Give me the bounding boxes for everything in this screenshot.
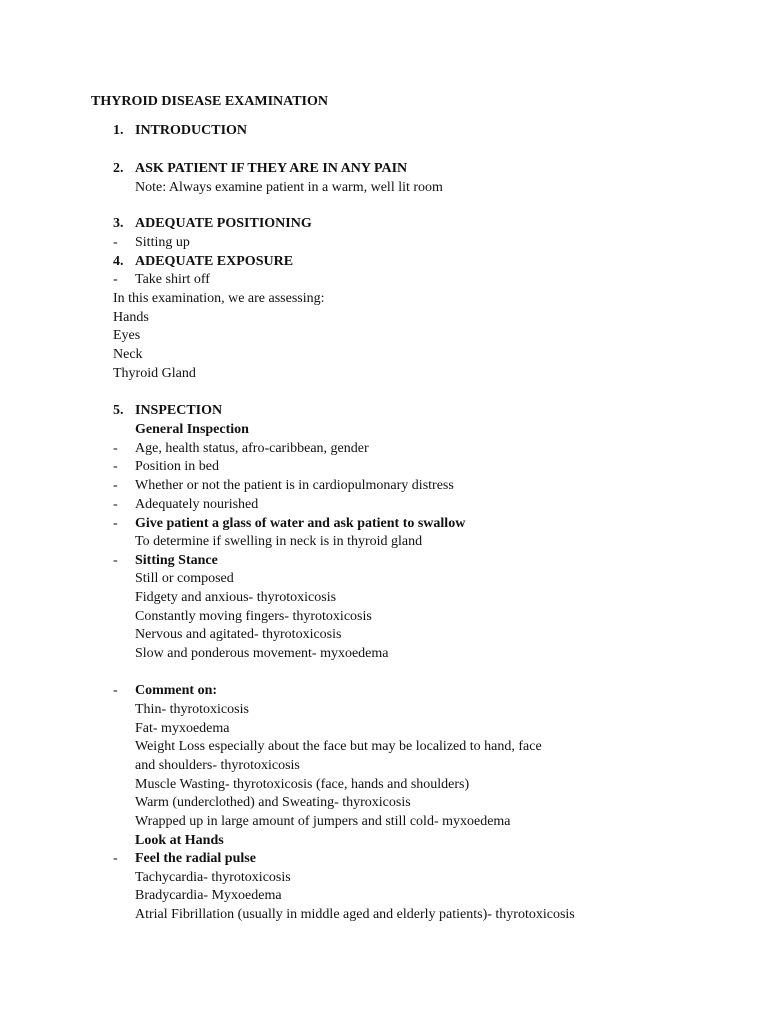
list-item: Fidgety and anxious- thyrotoxicosis [135, 590, 337, 605]
list-item: Slow and ponderous movement- myxoedema [135, 646, 389, 661]
list-item: Warm (underclothed) and Sweating- thyroxicosis [135, 795, 411, 810]
list-item: Bradycardia- Myxoedema [135, 888, 282, 903]
list-item: and shoulders- thyrotoxicosis [135, 758, 300, 773]
list-item: Nervous and agitated- thyrotoxicosis [135, 627, 342, 642]
section-heading: Sitting Stance [135, 553, 218, 568]
bullet-dash: - [113, 459, 118, 474]
bullet-dash: - [113, 497, 118, 512]
list-item: Take shirt off [135, 272, 210, 287]
step-heading: INSPECTION [135, 403, 223, 418]
list-item: Thin- thyrotoxicosis [135, 702, 249, 717]
list-item: Position in bed [135, 459, 220, 474]
list-item: Hands [113, 310, 149, 325]
list-item: Fat- myxoedema [135, 721, 230, 736]
list-item: Sitting up [135, 235, 190, 250]
list-item: Weight Loss especially about the face but may be localized to hand, face [135, 739, 542, 754]
step-number: 4. [113, 254, 124, 269]
list-item: Atrial Fibrillation (usually in middle aged and elderly patients)- thyrotoxicosis [135, 907, 575, 922]
step-number: 3. [113, 216, 124, 231]
list-item: Whether or not the patient is in cardiopulmonary distress [135, 478, 454, 493]
step-positioning [113, 215, 312, 233]
section-heading: Comment on: [135, 683, 218, 698]
list-item: Give patient a glass of water and ask patient to swallow [135, 516, 466, 531]
document-title: THYROID DISEASE EXAMINATION [91, 94, 329, 109]
bullet-dash: - [113, 851, 118, 866]
bullet-dash: - [113, 516, 118, 531]
list-item: Age, health status, afro-caribbean, gender [135, 441, 369, 456]
step-heading: ADEQUATE EXPOSURE [135, 254, 294, 269]
list-item: Neck [113, 347, 143, 362]
bullet-dash: - [113, 478, 118, 493]
step-heading: ADEQUATE POSITIONING [135, 216, 312, 231]
bullet-dash: - [113, 272, 118, 287]
list-item: Still or composed [135, 571, 234, 586]
section-heading: General Inspection [135, 422, 249, 437]
list-item: Tachycardia- thyrotoxicosis [135, 870, 291, 885]
section-heading: Look at Hands [135, 833, 224, 848]
step-introduction [113, 122, 247, 140]
step-number: 1. [113, 123, 124, 138]
step-ask-pain [113, 160, 407, 178]
list-item: To determine if swelling in neck is in thyroid gland [135, 534, 423, 549]
step-heading: ASK PATIENT IF THEY ARE IN ANY PAIN [135, 161, 408, 176]
list-item: Wrapped up in large amount of jumpers and still cold- myxoedema [135, 814, 511, 829]
step-note: Note: Always examine patient in a warm, well lit room [135, 180, 443, 195]
assessing-intro: In this examination, we are assessing: [113, 291, 325, 306]
list-item: Muscle Wasting- thyrotoxicosis (face, hands and shoulders) [135, 777, 470, 792]
step-heading: INTRODUCTION [135, 123, 248, 138]
list-item: Eyes [113, 328, 141, 343]
step-inspection [113, 402, 222, 420]
bullet-dash: - [113, 441, 118, 456]
list-item: Thyroid Gland [113, 366, 196, 381]
bullet-dash: - [113, 683, 118, 698]
step-exposure [113, 253, 293, 271]
section-heading: Feel the radial pulse [135, 851, 256, 866]
list-item: Constantly moving fingers- thyrotoxicosis [135, 609, 372, 624]
step-number: 2. [113, 161, 124, 176]
bullet-dash: - [113, 553, 118, 568]
bullet-dash: - [113, 235, 118, 250]
list-item: Adequately nourished [135, 497, 259, 512]
step-number: 5. [113, 403, 124, 418]
